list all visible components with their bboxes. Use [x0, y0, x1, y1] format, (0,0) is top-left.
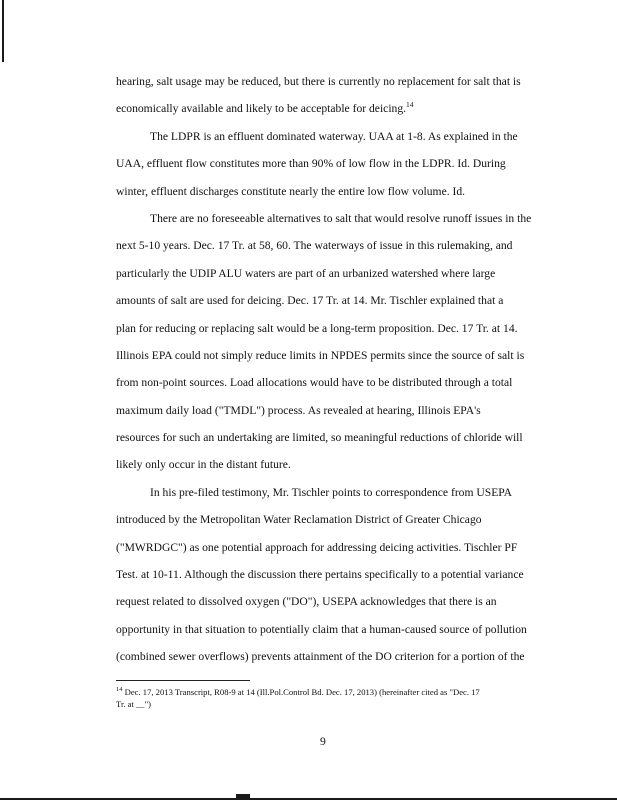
- body-line-text: ("MWRDGC") as one potential approach for addressing deicing activities. Tischler PF: [116, 540, 518, 554]
- body-line: [116, 479, 546, 506]
- body-line: [116, 397, 546, 424]
- footnote-text: Dec. 17, 2013 Transcript, R08-9 at 14 (Ill.Pol.Control Bd. Dec. 17, 2013) (hereinafter cited as "Dec. 17: [124, 687, 480, 697]
- body-line: [116, 68, 546, 95]
- body-line: [116, 260, 546, 287]
- body-line-text: hearing, salt usage may be reduced, but there is currently no replacement for salt that is: [116, 75, 521, 88]
- footnote-divider: [116, 680, 250, 681]
- footnote-line-2: Tr. at __"): [116, 699, 151, 709]
- body-line-text: particularly the UDIP ALU waters are part of an urbanized watershed where large: [116, 266, 496, 280]
- body-line: [116, 123, 546, 150]
- body-line: [116, 561, 546, 588]
- body-line-text: plan for reducing or replacing salt would be a long-term proposition. Dec. 17 Tr. at 14.: [116, 321, 518, 335]
- footnote-reference: 14: [406, 100, 414, 110]
- body-line-text: The LDPR is an effluent dominated waterway. UAA at 1-8. As explained in the: [150, 129, 518, 143]
- body-line: [116, 451, 546, 478]
- body-line-text: from non-point sources. Load allocations would have to be distributed through a total: [116, 376, 513, 390]
- body-line: [116, 369, 546, 396]
- footnote-number: 14: [116, 686, 123, 694]
- body-line-text: In his pre-filed testimony, Mr. Tischler points to correspondence from USEPA: [150, 485, 513, 499]
- body-line-text: opportunity in that situation to potentially claim that a human-caused source of pollution: [116, 622, 527, 636]
- body-line-text: Test. at 10-11. Although the discussion there pertains specifically to a potential variance: [116, 568, 524, 582]
- left-margin-rule: [2, 0, 4, 62]
- body-line-text: amounts of salt are used for deicing. Dec. 17 Tr. at 14. Mr. Tischler explained that a: [116, 294, 504, 308]
- page-number: 9: [320, 735, 326, 748]
- body-text: [116, 68, 546, 671]
- body-line: [116, 643, 546, 670]
- body-line: [116, 534, 546, 561]
- body-line-text: UAA, effluent flow constitutes more than 90% of low flow in the LDPR. Id. During: [116, 157, 506, 171]
- body-line: [116, 616, 546, 643]
- body-line-text: economically available and likely to be acceptable for deicing.: [116, 102, 407, 116]
- footnote-line-1: [116, 686, 546, 698]
- body-line: [116, 342, 546, 369]
- body-line: [116, 424, 546, 451]
- body-line: [116, 95, 546, 122]
- body-line-text: resources for such an undertaking are limited, so meaningful reductions of chloride will: [116, 431, 523, 445]
- body-line-text: Illinois EPA could not simply reduce limits in NPDES permits since the source of salt is: [116, 348, 525, 362]
- body-line-text: request related to dissolved oxygen ("DO"), USEPA acknowledges that there is an: [116, 595, 497, 609]
- body-line-text: (combined sewer overflows) prevents attainment of the DO criterion for a portion of the: [116, 650, 525, 664]
- body-line-text: winter, effluent discharges constitute nearly the entire low flow volume. Id.: [116, 184, 466, 198]
- body-line: [116, 205, 546, 232]
- body-line-text: next 5-10 years. Dec. 17 Tr. at 58, 60. The waterways of issue in this rulemaking, and: [116, 239, 513, 253]
- body-line: [116, 506, 546, 533]
- body-line: [116, 287, 546, 314]
- footnote: [116, 686, 546, 710]
- body-line-text: There are no foreseeable alternatives to salt that would resolve runoff issues in the: [150, 211, 532, 225]
- body-line: [116, 315, 546, 342]
- body-line-text: introduced by the Metropolitan Water Reclamation District of Greater Chicago: [116, 513, 482, 527]
- body-line: [116, 150, 546, 177]
- body-line-text: maximum daily load ("TMDL") process. As revealed at hearing, Illinois EPA's: [116, 403, 481, 417]
- body-line-text: likely only occur in the distant future.: [116, 458, 291, 472]
- body-line: [116, 588, 546, 615]
- body-line: [116, 178, 546, 205]
- body-line: [116, 232, 546, 259]
